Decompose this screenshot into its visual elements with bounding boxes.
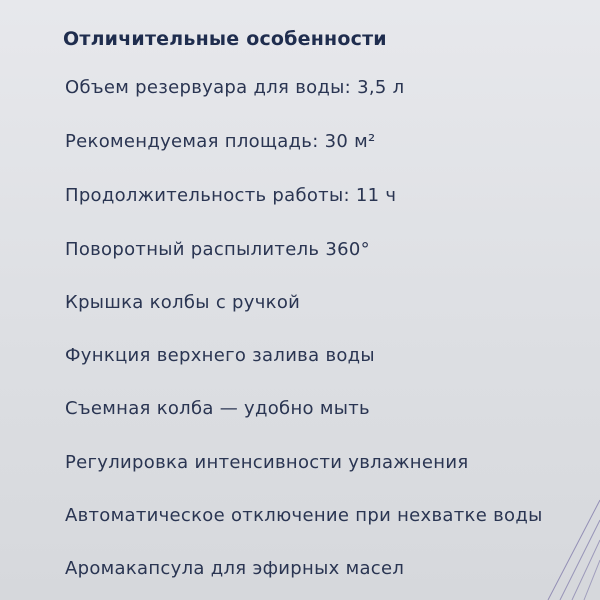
feature-operating-time: Продолжительность работы: 11 ч (65, 185, 397, 206)
feature-top-fill: Функция верхнего залива воды (65, 345, 375, 366)
feature-flask-lid-handle: Крышка колбы с ручкой (65, 292, 301, 313)
feature-aroma-capsule: Аромакапсула для эфирных масел (65, 558, 405, 579)
feature-auto-shutoff: Автоматическое отключение при нехватке воды (65, 505, 543, 526)
feature-recommended-area: Рекомендуемая площадь: 30 м² (65, 131, 376, 152)
feature-intensity-control: Регулировка интенсивности увлажнения (65, 452, 469, 473)
feature-removable-flask: Съемная колба — удобно мыть (65, 398, 370, 419)
feature-rotating-sprayer: Поворотный распылитель 360° (65, 239, 370, 260)
feature-water-tank-volume: Объем резервуара для воды: 3,5 л (65, 77, 405, 98)
features-title: Отличительные особенности (63, 28, 387, 50)
decorative-lines (510, 480, 600, 600)
